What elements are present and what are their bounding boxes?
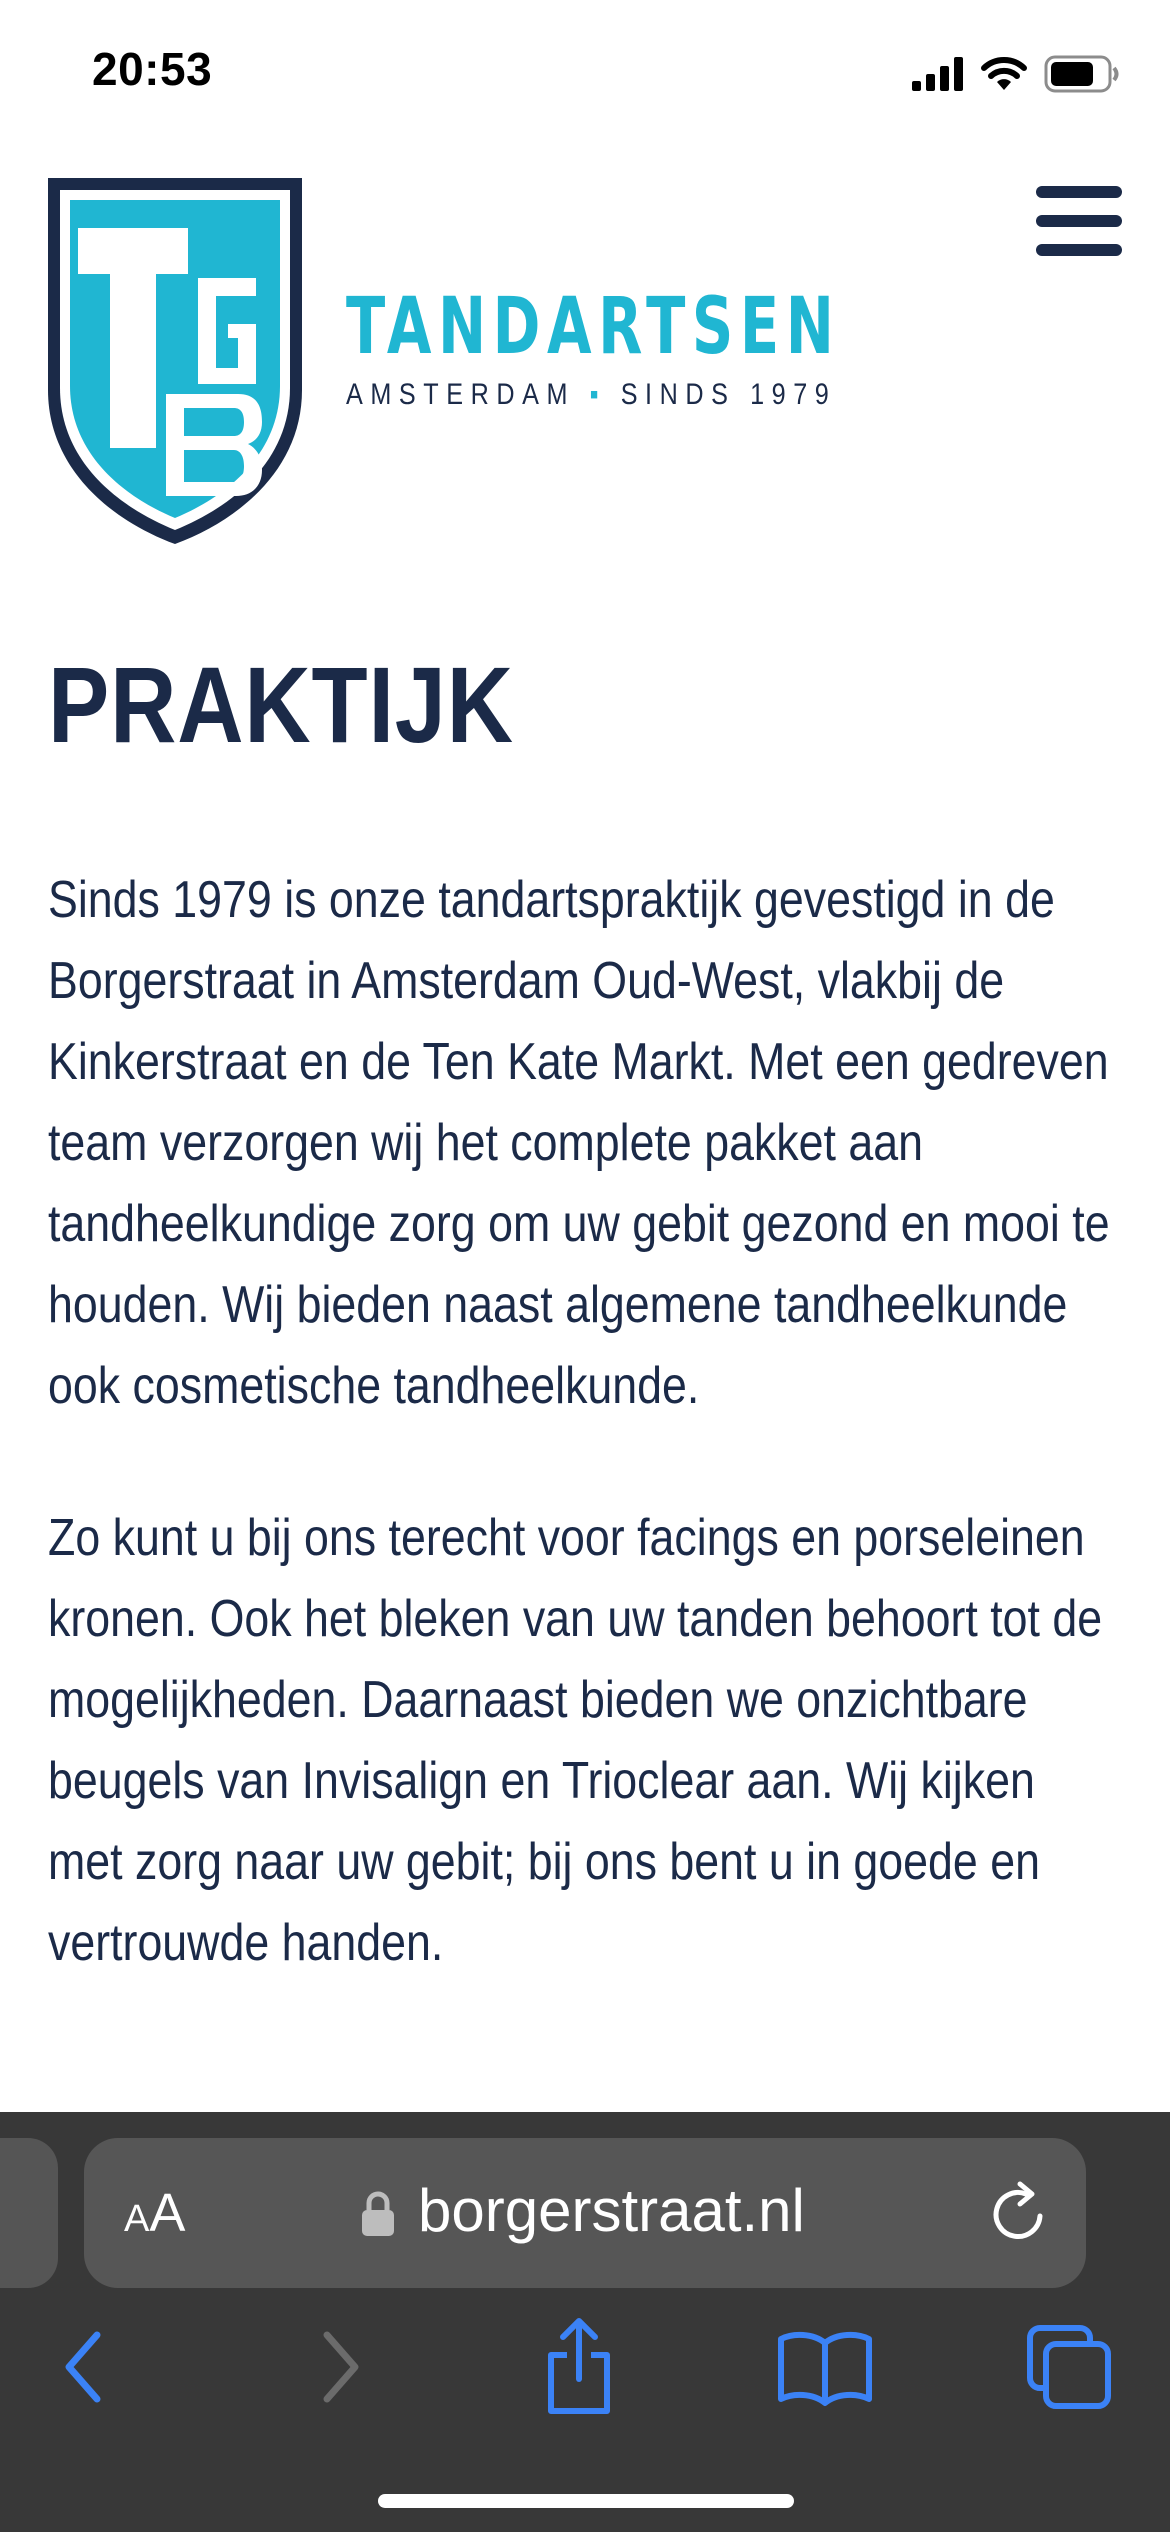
brand-tagline <box>346 378 853 412</box>
share-icon <box>539 2317 619 2417</box>
brand-wordmark[interactable] <box>346 282 949 412</box>
hamburger-line <box>1036 186 1122 198</box>
bookmarks-icon <box>775 2327 875 2407</box>
back-icon <box>55 2327 115 2407</box>
status-bar <box>0 0 1170 150</box>
page-title: PRAKTIJK <box>48 644 514 765</box>
address-bar[interactable] <box>84 2138 1086 2288</box>
brand-separator: ▪ <box>589 378 607 411</box>
previous-tab-preview[interactable] <box>0 2138 58 2288</box>
forward-button[interactable] <box>284 2312 394 2422</box>
share-button[interactable] <box>524 2312 634 2422</box>
hamburger-line <box>1036 215 1122 227</box>
wifi-icon <box>980 56 1028 92</box>
tabs-button[interactable] <box>1014 2312 1124 2422</box>
aa-small-label: A <box>124 2198 150 2240</box>
lock-icon <box>360 2190 396 2238</box>
services-paragraph: Zo kunt u bij ons terecht voor facings en porseleinen kronen. Ook het bleken van uw tanden behoort tot de mogelijkheden. Daarnaast bieden we onzichtbare beugels van Invisalign en Trioclear aan. Wij kijken met zorg naar uw gebit; bij ons bent u in goede en vertrouwde handen. <box>48 1509 1103 1972</box>
aa-big-label: A <box>149 2183 186 2243</box>
back-button[interactable] <box>30 2312 140 2422</box>
hamburger-line <box>1036 244 1122 256</box>
hamburger-menu-icon[interactable] <box>1036 186 1122 256</box>
main-content <box>48 640 1138 1972</box>
brand-city: AMSTERDAM <box>346 378 576 411</box>
tgb-shield-logo[interactable] <box>48 178 302 544</box>
home-indicator[interactable] <box>378 2494 794 2508</box>
reader-text-size-button[interactable] <box>124 2182 185 2244</box>
status-icons <box>912 52 1120 96</box>
forward-icon <box>309 2327 369 2407</box>
url-text: borgerstraat.nl <box>418 2177 805 2244</box>
brand-since: SINDS 1979 <box>620 378 837 411</box>
reload-icon[interactable] <box>982 2178 1054 2250</box>
cellular-signal-icon <box>912 57 964 91</box>
tabs-icon <box>1024 2322 1114 2412</box>
safari-toolbar <box>0 2112 1170 2532</box>
bookmarks-button[interactable] <box>770 2312 880 2422</box>
shield-logo-graphic <box>48 178 302 544</box>
intro-paragraph: Sinds 1979 is onze tandartspraktijk gevestigd in de Borgerstraat in Amsterdam Oud-West, vlakbij de Kinkerstraat en de Ten Kate Markt. Met een gedreven team verzorgen wij het complete pakket aan tandheelkundige zorg om uw gebit gezond en mooi te houden. Wij bieden naast algemene tandheelkunde ook cosmetische tandheelkunde. <box>48 871 1110 1415</box>
status-time: 20:53 <box>92 43 213 95</box>
brand-name: TANDARTSEN <box>346 282 841 372</box>
battery-icon <box>1044 55 1120 93</box>
